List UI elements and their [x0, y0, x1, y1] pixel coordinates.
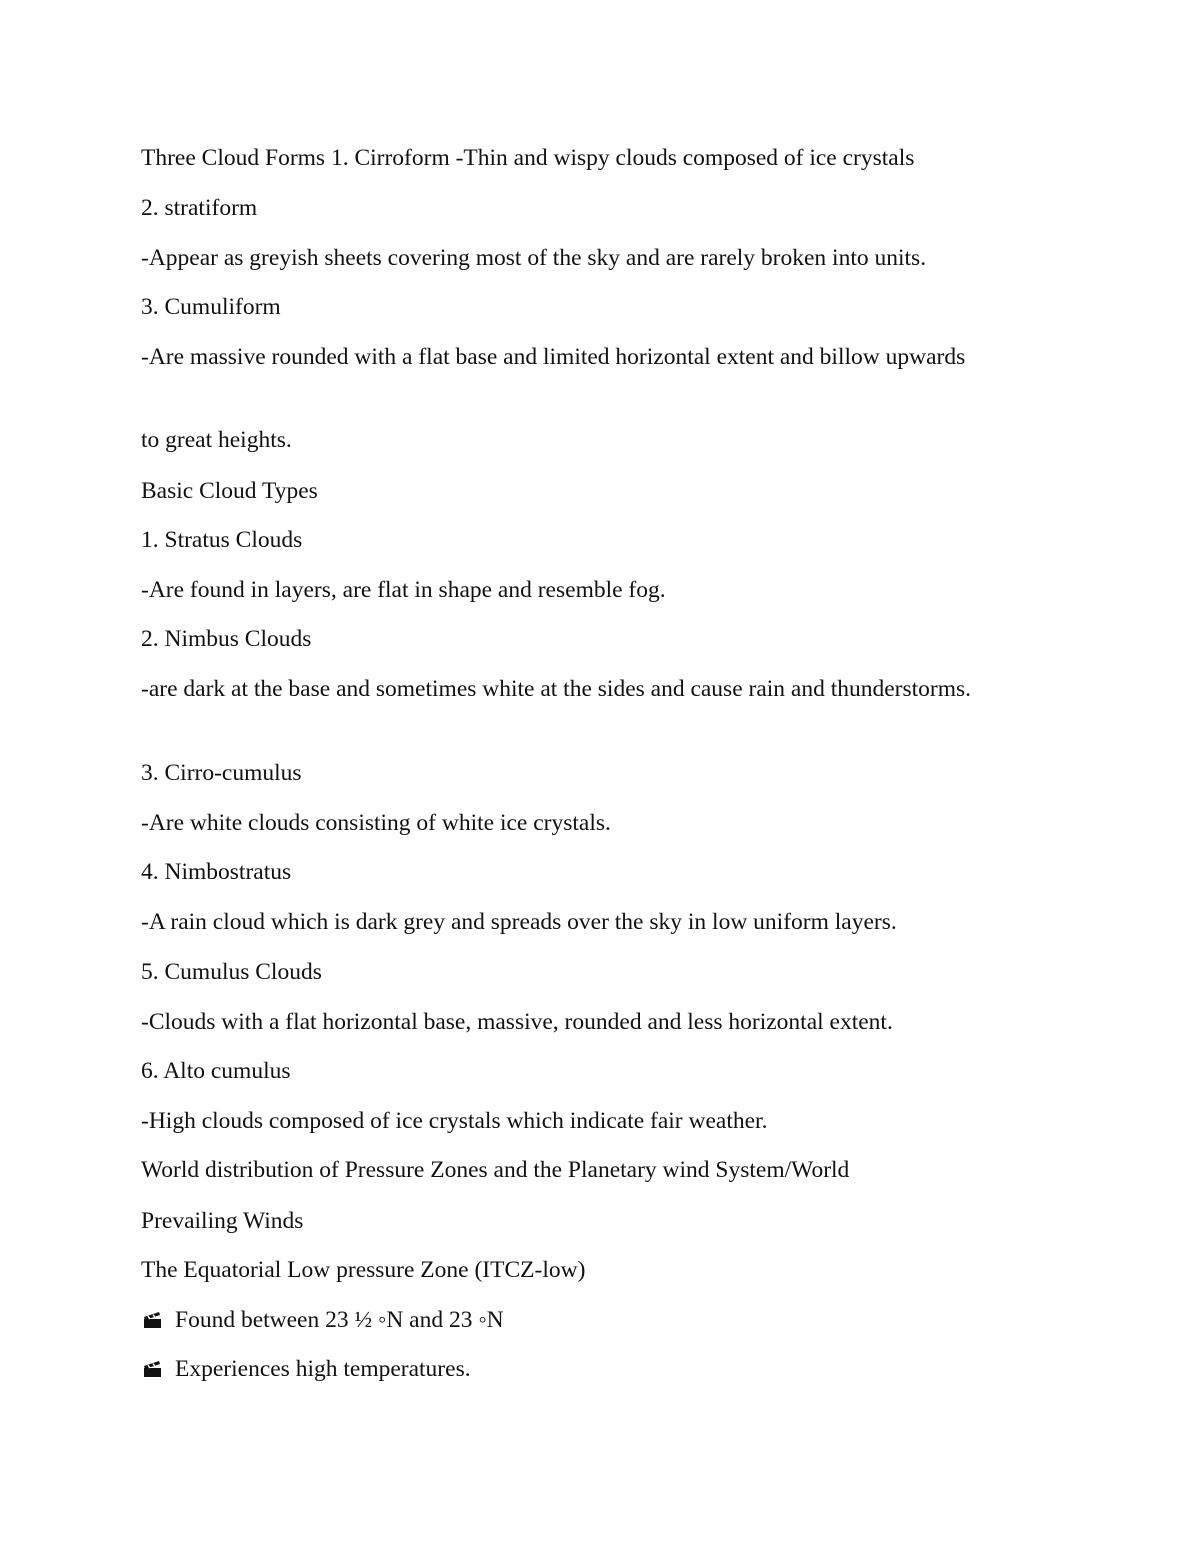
section-title-world-distribution: World distribution of Pressure Zones and the Planetary wind System/World	[141, 1157, 850, 1183]
heading-cirro-cumulus: 3. Cirro-cumulus	[141, 760, 302, 786]
paragraph-stratiform-description: -Appear as greyish sheets covering most of the sky and are rarely broken into units.	[141, 245, 927, 271]
heading-stratiform: 2. stratiform	[141, 195, 258, 221]
paragraph-nimbostratus-description: -A rain cloud which is dark grey and spreads over the sky in low uniform layers.	[141, 909, 897, 935]
paragraph-nimbus-description: -are dark at the base and sometimes white at the sides and cause rain and thunderstorms.	[141, 676, 972, 702]
paragraph-stratus-description: -Are found in layers, are flat in shape and resemble fog.	[141, 577, 666, 603]
heading-alto-cumulus: 6. Alto cumulus	[141, 1058, 291, 1084]
bullet-item	[141, 1303, 1081, 1337]
paragraph-three-cloud-forms: Three Cloud Forms 1. Cirroform -Thin and wispy clouds composed of ice crystals	[141, 145, 915, 171]
bullet-item	[141, 1352, 1081, 1386]
bullet-text-temperatures: Experiences high temperatures.	[175, 1356, 471, 1382]
bullet-text-location: Found between 23 ½ ◦N and 23 ◦N	[175, 1307, 504, 1333]
heading-stratus-clouds: 1. Stratus Clouds	[141, 527, 303, 553]
paragraph-alto-cumulus-description: -High clouds composed of ice crystals which indicate fair weather.	[141, 1108, 768, 1134]
paragraph-cirro-cumulus-description: -Are white clouds consisting of white ice crystals.	[141, 810, 611, 836]
heading-cumulus-clouds: 5. Cumulus Clouds	[141, 959, 322, 985]
heading-equatorial-low-pressure-zone: The Equatorial Low pressure Zone (ITCZ-low)	[141, 1257, 586, 1283]
section-title-basic-cloud-types: Basic Cloud Types	[141, 478, 318, 504]
heading-cumuliform: 3. Cumuliform	[141, 294, 281, 320]
heading-nimbostratus: 4. Nimbostratus	[141, 859, 292, 885]
paragraph-cumuliform-continued: to great heights.	[141, 427, 292, 453]
paragraph-cumulus-description: -Clouds with a flat horizontal base, massive, rounded and less horizontal extent.	[141, 1009, 893, 1035]
heading-nimbus-clouds: 2. Nimbus Clouds	[141, 626, 312, 652]
paragraph-cumuliform-description: -Are massive rounded with a flat base and limited horizontal extent and billow upwards	[141, 344, 966, 370]
section-title-prevailing-winds: Prevailing Winds	[141, 1208, 304, 1234]
